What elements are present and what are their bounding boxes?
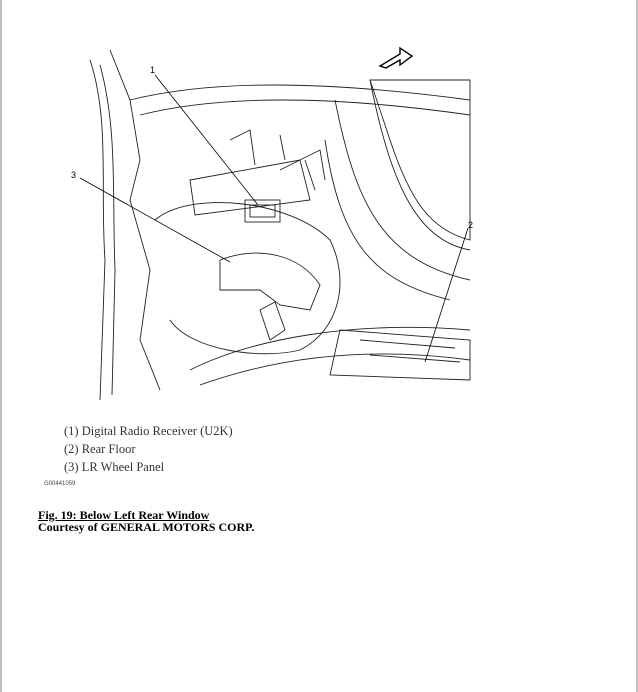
figure-caption-title: Fig. 19: Below Left Rear Window xyxy=(38,508,210,522)
figure-caption-credit: Courtesy of GENERAL MOTORS CORP. xyxy=(38,520,255,534)
legend-item: (3) LR Wheel Panel xyxy=(64,460,165,474)
legend-item: (2) Rear Floor xyxy=(64,442,136,456)
callout-1: 1 xyxy=(150,65,156,75)
callout-3: 3 xyxy=(71,170,77,180)
callout-2: 2 xyxy=(468,220,474,230)
figure-code: G00441059 xyxy=(44,481,76,487)
page-border-left xyxy=(0,0,2,692)
figure-legend xyxy=(64,422,233,476)
forward-arrow-icon xyxy=(380,48,412,68)
legend-item: (1) Digital Radio Receiver (U2K) xyxy=(64,424,233,438)
vehicle-interior-illustration xyxy=(70,40,480,400)
